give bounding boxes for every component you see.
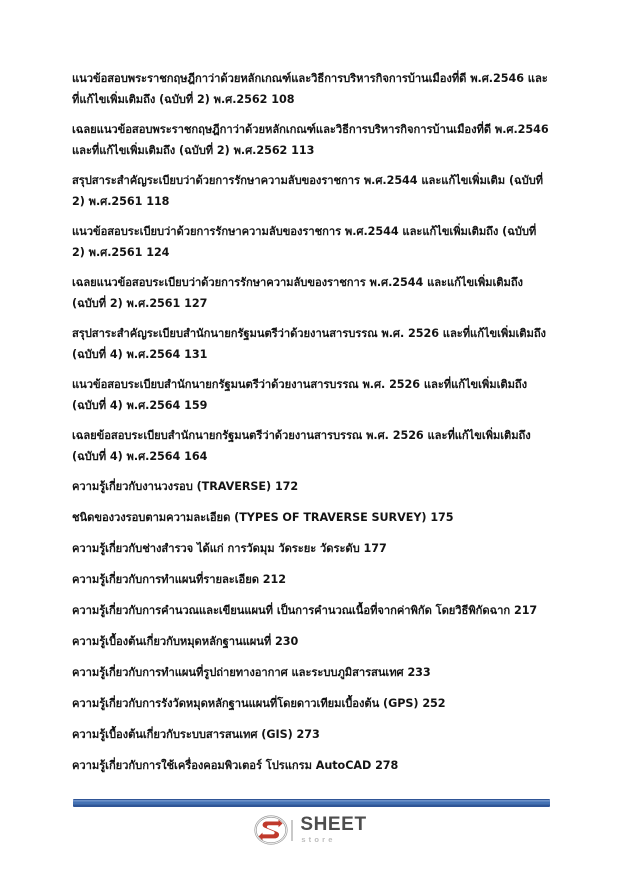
sheet-store-s-logo-icon: [254, 814, 288, 846]
toc-entry[interactable]: [72, 507, 550, 528]
logo-separator: [291, 820, 293, 841]
toc-entry[interactable]: [72, 170, 550, 212]
toc-entry-inner: [72, 631, 550, 652]
toc-entry-inner: [72, 476, 550, 497]
toc-entry-title: เฉลยข้อสอบระเบียบสำนักนายกรัฐมนตรีว่าด้วยงานสารบรรณ พ.ศ. 2526 และที่แก้ไขเพิ่มเติมถึง (ฉบับที่ 4) พ.ศ.2564: [72, 429, 531, 463]
sheet-store-logo[interactable]: [0, 814, 621, 846]
toc-entry[interactable]: [72, 693, 550, 714]
toc-entry[interactable]: [72, 755, 550, 776]
toc-entry-inner: [72, 425, 550, 467]
toc-entry-inner: [72, 693, 550, 714]
toc-entry[interactable]: [72, 425, 550, 467]
toc-entry-inner: [72, 600, 550, 621]
logo-tagline-text: store: [301, 835, 336, 844]
toc-entry-inner: [72, 569, 550, 590]
toc-page-number: 118: [146, 195, 170, 208]
toc-entry-inner: [72, 662, 550, 683]
toc-page-number: 273: [296, 728, 320, 741]
toc-entry-title: ชนิดของวงรอบตามความละเอียด (TYPES OF TRAVERSE SURVEY): [72, 511, 427, 524]
toc-entry-inner: [72, 68, 550, 110]
toc-page-number: 159: [184, 399, 208, 412]
toc-entry-title: สรุปสาระสำคัญระเบียบสำนักนายกรัฐมนตรีว่าด้วยงานสารบรรณ พ.ศ. 2526 และที่แก้ไขเพิ่มเติมถึง (ฉบับที่ 4) พ.ศ.2564: [72, 327, 546, 361]
toc-entry-inner: [72, 538, 550, 559]
toc-page-number: 177: [363, 542, 387, 555]
toc-page-number: 217: [513, 604, 538, 617]
toc-page-number: 212: [262, 573, 286, 586]
toc-entry-title: ความรู้เกี่ยวกับงานวงรอบ (TRAVERSE): [72, 480, 272, 493]
toc-entry-inner: [72, 755, 550, 776]
toc-entry-title: เฉลยแนวข้อสอบพระราชกฤษฎีกาว่าด้วยหลักเกณฑ์และวิธีการบริหารกิจการบ้านเมืองที่ดี พ.ศ.2546 และที่แก้ไขเพิ่มเติมถึง (ฉบับที่ 2) พ.ศ.2562: [72, 123, 549, 157]
logo-wordmark: [300, 815, 366, 845]
toc-entry-title: แนวข้อสอบระเบียบสำนักนายกรัฐมนตรีว่าด้วยงานสารบรรณ พ.ศ. 2526 และที่แก้ไขเพิ่มเติมถึง (ฉบับที่ 4) พ.ศ.2564: [72, 378, 528, 412]
toc-entry-title: เฉลยแนวข้อสอบระเบียบว่าด้วยการรักษาความลับของราชการ พ.ศ.2544 และแก้ไขเพิ่มเติมถึง (ฉบับที่ 2) พ.ศ.2561: [72, 276, 523, 310]
toc-entry[interactable]: [72, 476, 550, 497]
toc-entry-inner: [72, 724, 550, 745]
toc-entry-title: ความรู้เบื้องต้นเกี่ยวกับระบบสารสนเทศ (GIS): [72, 728, 293, 741]
toc-page-number: 252: [422, 697, 446, 710]
toc-entry[interactable]: [72, 538, 550, 559]
logo-brand-text: SHEET: [300, 814, 367, 835]
toc-entry[interactable]: [72, 569, 550, 590]
toc-page-number: 124: [146, 246, 170, 259]
toc-entry[interactable]: [72, 119, 550, 161]
toc-entry-title: ความรู้เกี่ยวกับการทำแผนที่รูปถ่ายทางอากาศ และระบบภูมิสารสนเทศ: [72, 666, 404, 679]
toc-entry[interactable]: [72, 323, 550, 365]
toc-entry-title: ความรู้เกี่ยวกับการรังวัดหมุดหลักฐานแผนที่โดยดาวเทียมเบื้องต้น (GPS): [72, 697, 419, 710]
toc-entry-title: สรุปสาระสำคัญระเบียบว่าด้วยการรักษาความลับของราชการ พ.ศ.2544 และแก้ไขเพิ่มเติม (ฉบับที่ 2) พ.ศ.2561: [72, 174, 544, 208]
toc-page-number: 131: [184, 348, 208, 361]
toc-entry-title: ความรู้เกี่ยวกับช่างสำรวจ ได้แก่ การวัดมุม วัดระยะ วัดระดับ: [72, 542, 360, 555]
toc-entry-inner: [72, 119, 550, 161]
toc-entry-title: ความรู้เกี่ยวกับการคำนวณและเขียนแผนที่ เป็นการคำนวณเนื้อที่จากค่าพิกัด โดยวิธีพิกัดฉาก: [72, 604, 511, 617]
toc-entry-title: แนวข้อสอบพระราชกฤษฎีกาว่าด้วยหลักเกณฑ์และวิธีการบริหารกิจการบ้านเมืองที่ดี พ.ศ.2546 และที่แก้ไขเพิ่มเติมถึง (ฉบับที่ 2) พ.ศ.2562: [72, 72, 548, 106]
toc-page-number: 230: [275, 635, 299, 648]
toc-page-number: 278: [375, 759, 399, 772]
toc-entry[interactable]: [72, 662, 550, 683]
toc-entry[interactable]: [72, 631, 550, 652]
toc-entry-inner: [72, 507, 550, 528]
toc-entry-inner: [72, 272, 550, 314]
table-of-contents: [72, 68, 550, 786]
toc-entry-title: ความรู้เกี่ยวกับการทำแผนที่รายละเอียด: [72, 573, 259, 586]
toc-entry[interactable]: [72, 374, 550, 416]
toc-entry-title: ความรู้เบื้องต้นเกี่ยวกับหมุดหลักฐานแผนที่: [72, 635, 272, 648]
toc-entry-inner: [72, 374, 550, 416]
toc-page-number: 113: [291, 144, 315, 157]
toc-page-number: 175: [430, 511, 454, 524]
footer-divider-rule: [73, 799, 550, 807]
toc-entry[interactable]: [72, 221, 550, 263]
toc-entry-inner: [72, 323, 550, 365]
toc-entry-title: ความรู้เกี่ยวกับการใช้เครื่องคอมพิวเตอร์ โปรแกรม AutoCAD: [72, 759, 372, 772]
page-footer: [0, 796, 621, 878]
toc-page-number: 233: [407, 666, 431, 679]
toc-entry[interactable]: [72, 724, 550, 745]
toc-entry[interactable]: [72, 272, 550, 314]
toc-entry[interactable]: [72, 68, 550, 110]
toc-entry-inner: [72, 170, 550, 212]
toc-entry-title: แนวข้อสอบระเบียบว่าด้วยการรักษาความลับของราชการ พ.ศ.2544 และแก้ไขเพิ่มเติมถึง (ฉบับที่ 2) พ.ศ.2561: [72, 225, 537, 259]
toc-entry-inner: [72, 221, 550, 263]
toc-entry[interactable]: [72, 600, 550, 621]
toc-page-number: 172: [274, 480, 299, 493]
toc-page-number: 164: [184, 450, 208, 463]
toc-page-number: 127: [184, 297, 208, 310]
toc-page-number: 108: [271, 93, 295, 106]
